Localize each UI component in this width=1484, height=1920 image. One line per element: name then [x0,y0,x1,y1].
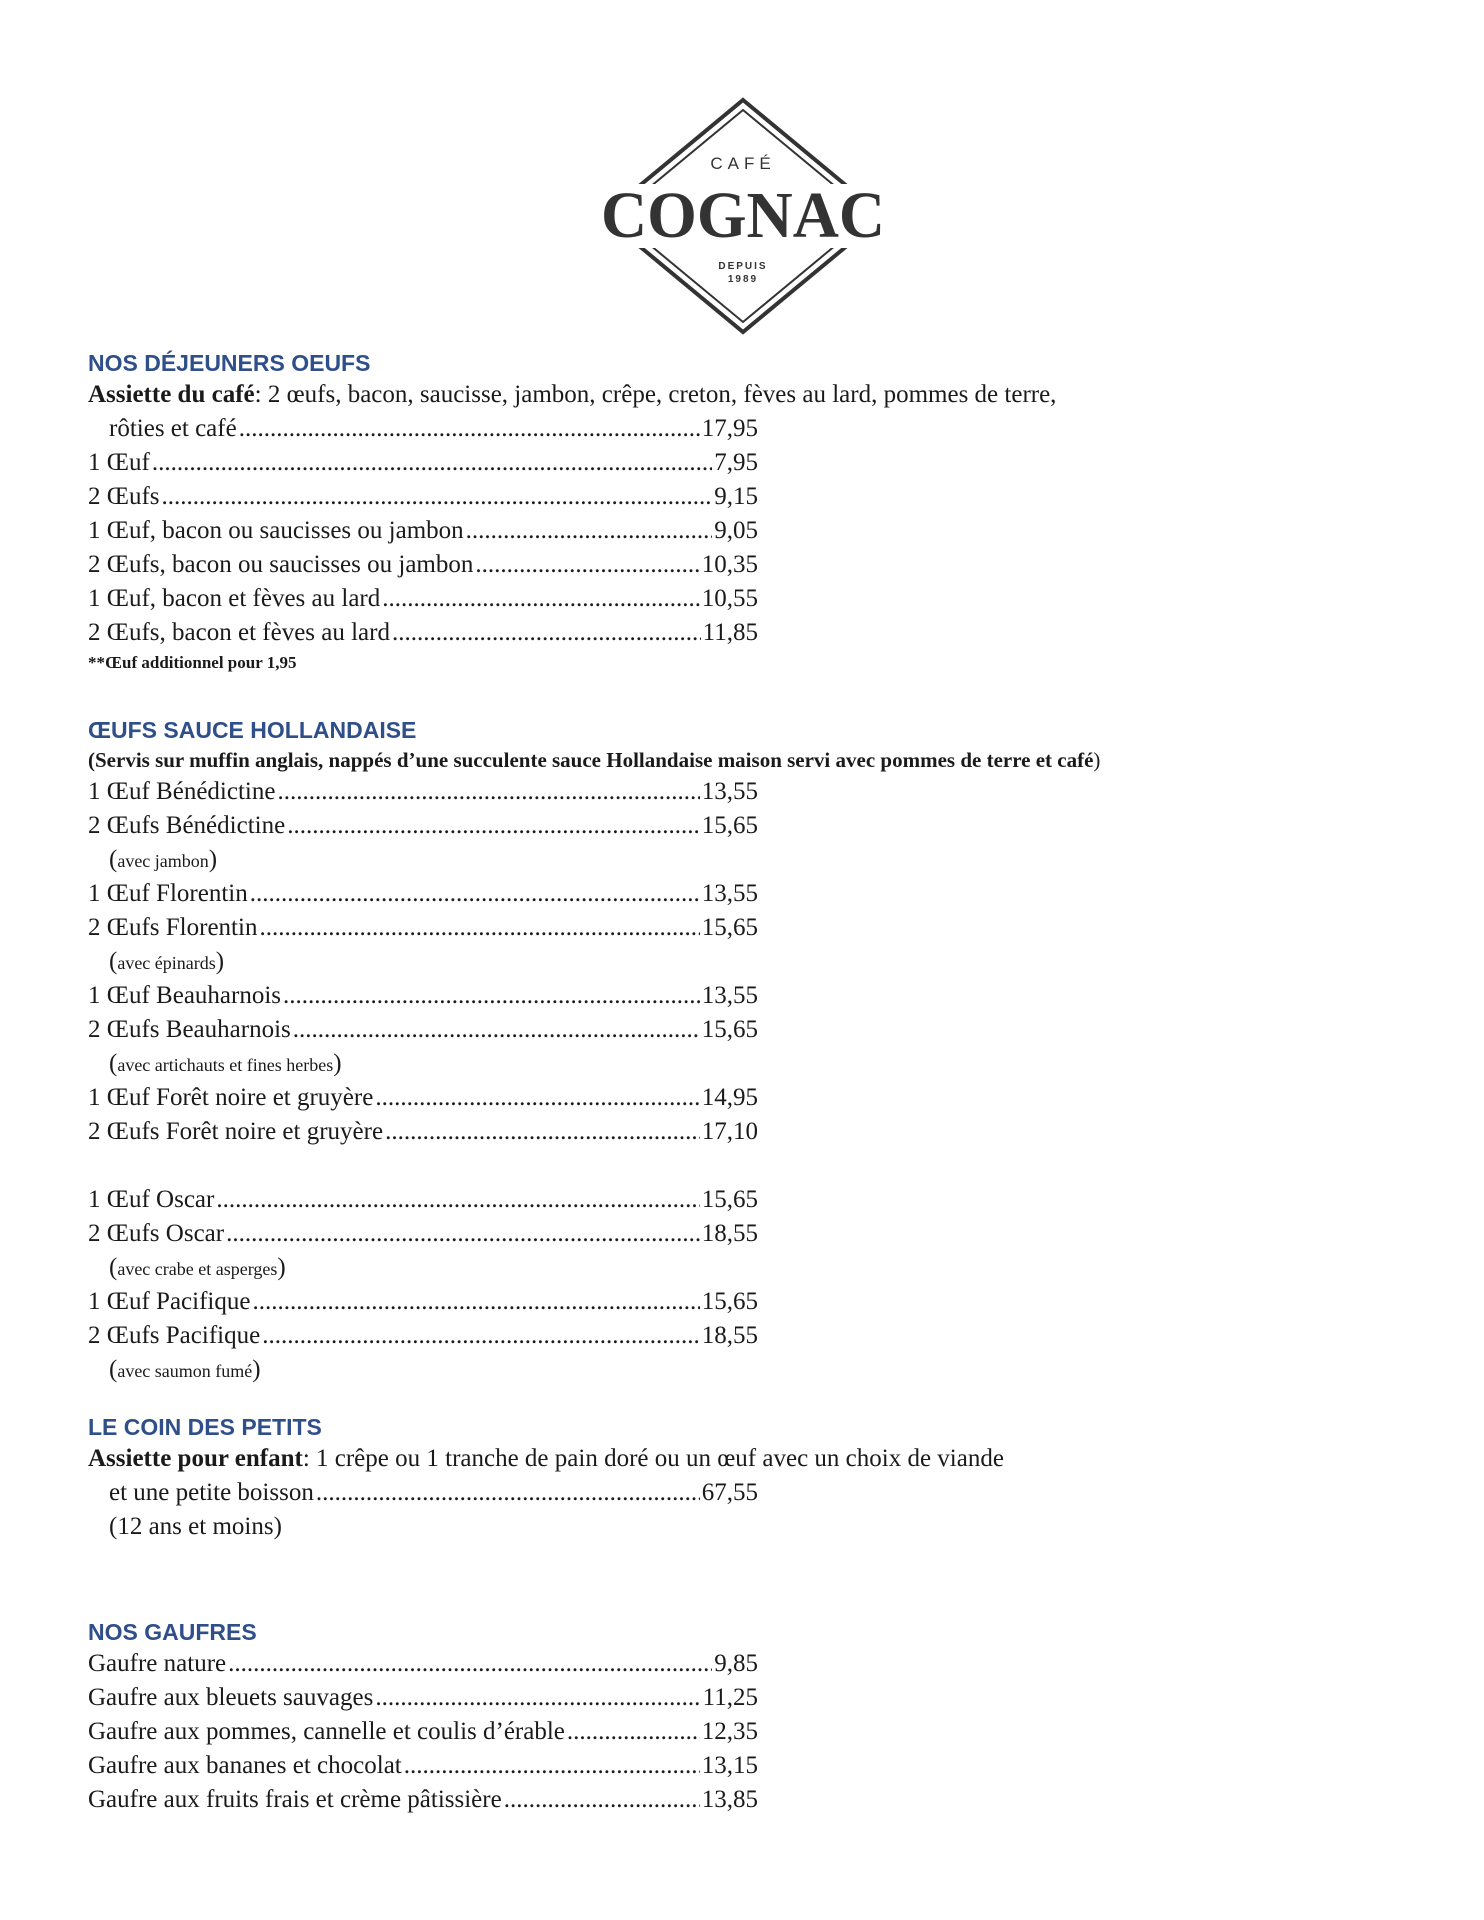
note-text: avec jambon [117,851,209,871]
item-name: 1 Œuf, bacon et fèves au lard [88,585,381,612]
menu-item [88,1217,758,1251]
item-name: 1 Œuf Oscar [88,1186,215,1213]
section-title: LE COIN DES PETITS [88,1414,322,1440]
section-title: ŒUFS SAUCE HOLLANDAISE [88,717,417,743]
logo-cognac-text: COGNAC [601,179,885,252]
item-price: 18,55 [701,1322,758,1349]
item-name: Gaufre aux bananes et chocolat [88,1752,402,1779]
menu-item [88,1715,758,1749]
item-price: 9,85 [714,1650,758,1677]
item-name: 1 Œuf Forêt noire et gruyère [88,1084,374,1111]
dot-leader [375,1681,700,1715]
item-note: (avec épinards) [109,948,225,975]
dot-leader [228,1647,712,1681]
item-note: (avec artichauts et fines herbes) [109,1050,342,1077]
menu-item [88,514,758,548]
item-price: 10,55 [701,585,758,612]
menu-item [88,1285,758,1319]
section-coin-des-petits [88,1412,1004,1544]
item-price: 15,65 [701,812,758,839]
item-name: 2 Œufs, bacon ou saucisses ou jambon [88,551,474,578]
note-text: avec saumon fumé [117,1361,253,1381]
dot-leader [567,1715,700,1749]
dot-leader [504,1783,700,1817]
item-name: 1 Œuf, bacon ou saucisses ou jambon [88,517,464,544]
item-price: 15,65 [701,1288,758,1315]
dot-leader [226,1217,700,1251]
section-title: NOS GAUFRES [88,1619,257,1645]
menu-item [88,1749,758,1783]
note-text: avec artichauts et fines herbes [117,1055,334,1075]
item-name: 2 Œufs Forêt noire et gruyère [88,1118,384,1145]
item-price: 17,10 [701,1118,758,1145]
dot-leader [382,582,700,616]
menu-item [88,1115,758,1149]
item-name: Gaufre aux fruits frais et crème pâtissière [88,1786,502,1813]
age-note: (12 ans et moins) [109,1513,282,1540]
item-price: 15,65 [701,914,758,941]
item-price: 14,95 [701,1084,758,1111]
item-name: 2 Œufs, bacon et fèves au lard [88,619,390,646]
item-price: 13,55 [701,778,758,805]
dot-leader [162,480,713,514]
item-price: 13,15 [701,1752,758,1779]
menu-item [88,809,758,843]
item-name: 2 Œufs Beauharnois [88,1016,291,1043]
menu-item [88,616,758,650]
dot-leader [259,911,699,945]
menu-item [88,480,758,514]
item-name: Gaufre aux bleuets sauvages [88,1684,374,1711]
item-name: 1 Œuf Beauharnois [88,982,282,1009]
item-note: (avec crabe et asperges) [109,1254,286,1281]
logo-cafe-text: CAFÉ [710,154,776,173]
item-name: et une petite boisson [109,1479,314,1506]
dot-leader [216,1183,699,1217]
subtitle-text: (Servis sur muffin anglais, nappés d’une succulente sauce Hollandaise maison servi avec pommes de terre et café [88,748,1094,772]
item-name: 1 Œuf [88,449,150,476]
item-name: 2 Œufs Bénédictine [88,812,286,839]
item-name: rôties et café [109,415,237,442]
dot-leader [277,775,699,809]
dot-leader [392,616,701,650]
menu-item [88,582,758,616]
dot-leader [404,1749,700,1783]
section-title: NOS DÉJEUNERS OEUFS [88,350,371,376]
item-price: 67,55 [701,1479,758,1506]
item-price: 10,35 [701,551,758,578]
item-name: Gaufre aux pommes, cannelle et coulis d’érable [88,1718,565,1745]
menu-item [88,1183,758,1217]
dot-leader [239,412,700,446]
menu-item [88,548,758,582]
assiette-label: Assiette du café [88,381,255,408]
item-name: 2 Œufs Oscar [88,1220,225,1247]
item-price: 13,55 [701,982,758,1009]
item-price: 13,55 [701,880,758,907]
hollandaise-subtitle [88,745,1100,775]
item-name: 1 Œuf Bénédictine [88,778,276,805]
subtitle-close: ) [1093,748,1101,772]
menu-item [88,775,758,809]
assiette-enfant-desc [88,1442,1004,1476]
dot-leader [316,1476,700,1510]
item-name: Gaufre nature [88,1650,227,1677]
dot-leader [262,1319,700,1353]
menu-item [88,1476,758,1510]
item-price: 18,55 [701,1220,758,1247]
item-name: 2 Œufs Florentin [88,914,258,941]
item-price: 7,95 [714,449,758,476]
assiette-du-cafe-desc [88,378,1056,412]
menu-item [88,1081,758,1115]
note-text: avec épinards [117,953,216,973]
assiette-enfant-label: Assiette pour enfant [88,1445,303,1472]
assiette-enfant-text: : 1 crêpe ou 1 tranche de pain doré ou un œuf avec un choix de viande [302,1445,1004,1472]
menu-item [88,446,758,480]
item-note: (avec jambon) [109,846,218,873]
logo-year-text: 1989 [727,274,759,285]
menu-item [88,412,758,446]
assiette-desc-text: : 2 œufs, bacon, saucisse, jambon, crêpe, creton, fèves au lard, pommes de terre, [254,381,1057,408]
item-note: (avec saumon fumé) [109,1356,261,1383]
dot-leader [475,548,699,582]
item-name: 1 Œuf Florentin [88,880,248,907]
logo-since-text: DEPUIS [718,261,768,272]
item-price: 12,35 [701,1718,758,1745]
item-price: 15,65 [701,1186,758,1213]
item-price: 11,85 [702,619,758,646]
item-price: 9,05 [714,517,758,544]
menu-item [88,979,758,1013]
menu-item [88,1681,758,1715]
section-dejeuners-oeufs [88,348,1056,676]
dot-leader [466,514,713,548]
note-text: avec crabe et asperges [117,1259,278,1279]
dot-leader [385,1115,700,1149]
dot-leader [250,877,700,911]
dot-leader [287,809,700,843]
menu-item [88,1783,758,1817]
item-price: 15,65 [701,1016,758,1043]
dot-leader [375,1081,699,1115]
item-name: 1 Œuf Pacifique [88,1288,251,1315]
menu-item [88,1647,758,1681]
item-name: 2 Œufs Pacifique [88,1322,261,1349]
menu-item [88,1013,758,1047]
menu-item [88,1319,758,1353]
item-price: 17,95 [701,415,758,442]
menu-item [88,911,758,945]
additional-egg-note: **Œuf additionnel pour 1,95 [88,653,297,672]
menu-item [88,877,758,911]
cafe-cognac-logo [598,97,888,335]
dot-leader [293,1013,700,1047]
item-name: 2 Œufs [88,483,160,510]
section-nos-gaufres [88,1617,758,1817]
dot-leader [152,446,712,480]
dot-leader [252,1285,699,1319]
item-price: 9,15 [714,483,758,510]
item-price: 13,85 [701,1786,758,1813]
spacer [88,1149,1100,1183]
item-price: 11,25 [702,1684,758,1711]
section-oeufs-hollandaise [88,715,1100,1387]
dot-leader [283,979,700,1013]
